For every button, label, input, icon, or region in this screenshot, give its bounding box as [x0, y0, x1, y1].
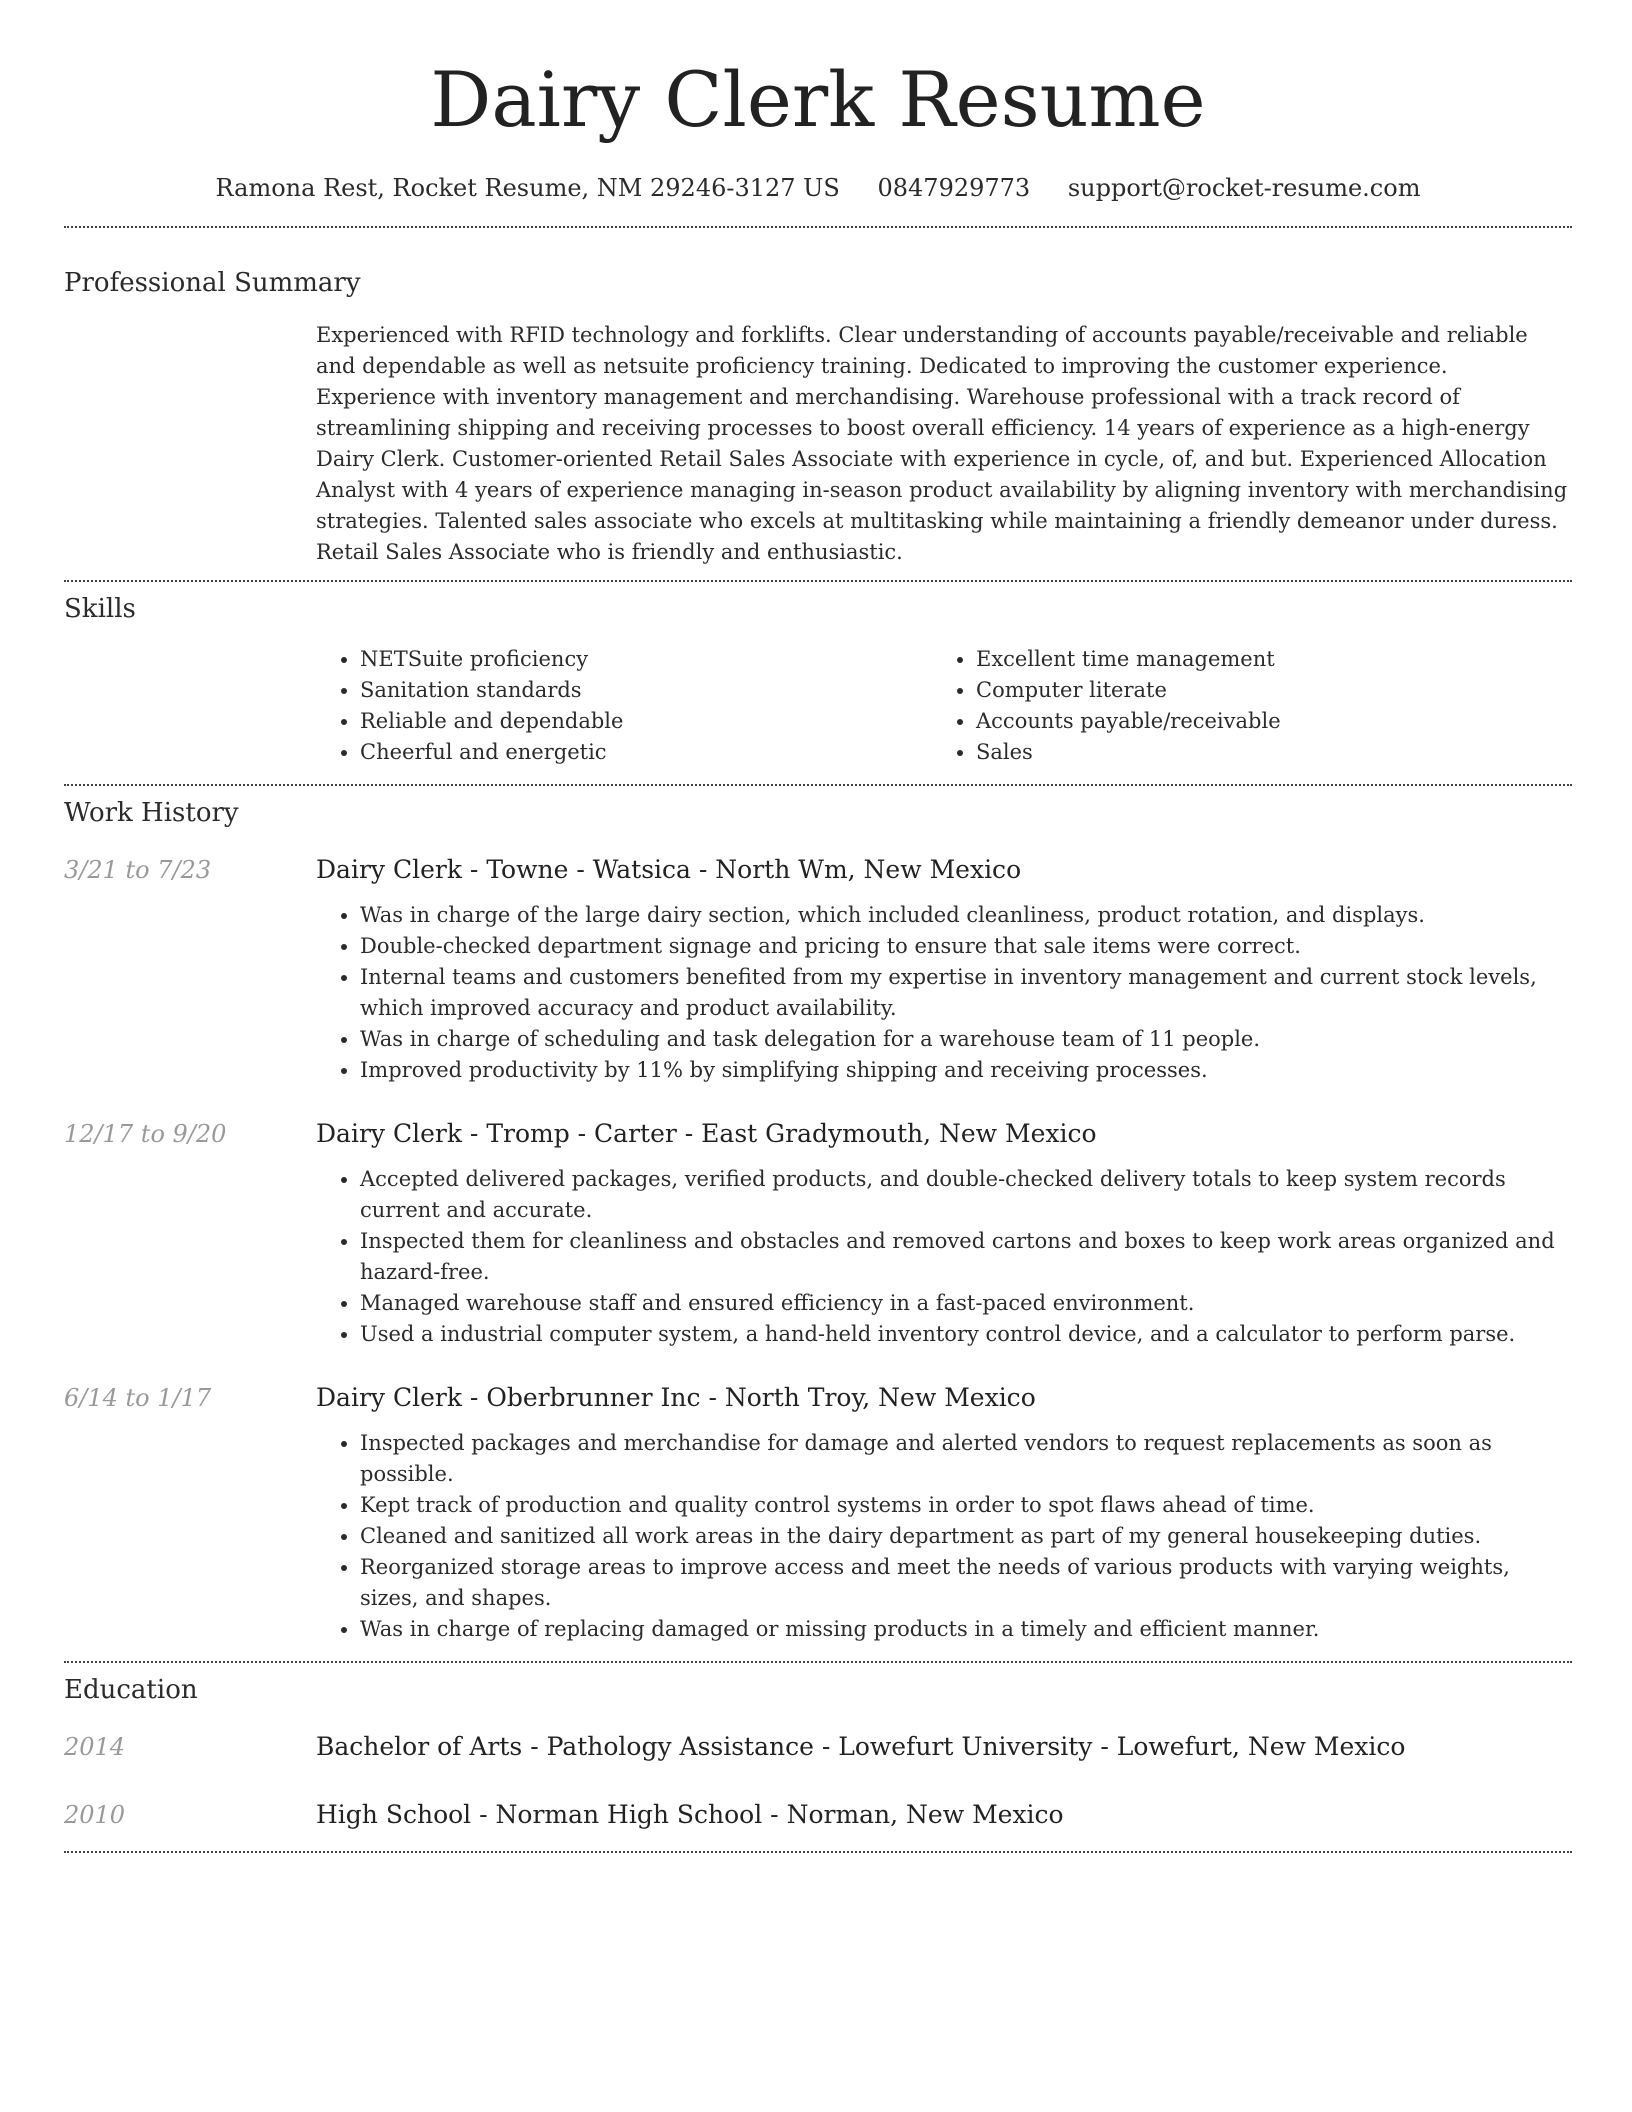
job-title: Dairy Clerk - Oberbrunner Inc - North Troy, New Mexico — [316, 1383, 1036, 1412]
education-date: 2014 — [64, 1733, 126, 1761]
job-title: Dairy Clerk - Tromp - Carter - East Gradymouth, New Mexico — [316, 1119, 1097, 1148]
job-bullets — [316, 1428, 1572, 1645]
job-bullets — [316, 1164, 1572, 1350]
resume-title: Dairy Clerk Resume — [430, 55, 1206, 144]
job-bullet: • Inspected packages and merchandise for damage and alerted vendors to request replacements as soon as possible. — [360, 1428, 1572, 1490]
job-bullet: • Kept track of production and quality control systems in order to spot flaws ahead of time. — [360, 1490, 1572, 1521]
skill-item: • Reliable and dependable — [360, 706, 932, 737]
job-bullet: • Accepted delivered packages, verified products, and double-checked delivery totals to keep system records current and accurate. — [360, 1164, 1572, 1226]
job-bullet: • Was in charge of scheduling and task delegation for a warehouse team of 11 people. — [360, 1024, 1572, 1055]
summary-text: Experienced with RFID technology and forklifts. Clear understanding of accounts payable/receivable and reliable and dependable as well as netsuite proficiency training. Dedicated to improving the customer experience. Experience with inventory management and merchandising. Warehouse professional with a track record of streamlining shipping and receiving processes to boost overall efficiency. 14 years of experience as a high-energy Dairy Clerk. Customer-oriented Retail Sales Associate with experience in cycle, of, and but. Experienced Allocation Analyst with 4 years of experience managing in-season product availability by aligning inventory with merchandising strategies. Talented sales associate who excels at multitasking while maintaining a friendly demeanor under duress. Retail Sales Associate who is friendly and enthusiastic. — [316, 323, 1568, 564]
education-entry — [64, 1799, 1572, 1831]
skill-item: • NETSuite proficiency — [360, 644, 932, 675]
job-entry — [64, 854, 1572, 1086]
skills-heading: Skills — [64, 594, 136, 624]
skills-section — [64, 582, 1572, 768]
skill-item: • Excellent time management — [976, 644, 1548, 675]
job-bullet: • Cleaned and sanitized all work areas in the dairy department as part of my general housekeeping duties. — [360, 1521, 1572, 1552]
summary-heading: Professional Summary — [64, 268, 361, 298]
skill-item: • Computer literate — [976, 675, 1548, 706]
job-date: 12/17 to 9/20 — [64, 1120, 227, 1148]
job-date: 3/21 to 7/23 — [64, 856, 212, 884]
job-bullet: • Was in charge of replacing damaged or missing products in a timely and efficient manner. — [360, 1614, 1572, 1645]
skills-list-left — [316, 644, 932, 768]
job-bullet: • Was in charge of the large dairy section, which included cleanliness, product rotation, and displays. — [360, 900, 1572, 931]
job-bullet: • Managed warehouse staff and ensured efficiency in a fast-paced environment. — [360, 1288, 1572, 1319]
skills-list-right — [932, 644, 1548, 768]
education-date: 2010 — [64, 1801, 126, 1829]
job-bullet: • Inspected them for cleanliness and obstacles and removed cartons and boxes to keep work areas organized and hazard-free. — [360, 1226, 1572, 1288]
resume-page — [64, 0, 1572, 1853]
work-section — [64, 786, 1572, 1645]
job-bullet: • Internal teams and customers benefited from my expertise in inventory management and current stock levels, which improved accuracy and product availability. — [360, 962, 1572, 1024]
job-bullet: • Used a industrial computer system, a hand-held inventory control device, and a calculator to perform parse. — [360, 1319, 1572, 1350]
job-bullet: • Improved productivity by 11% by simplifying shipping and receiving processes. — [360, 1055, 1572, 1086]
job-entry — [64, 1382, 1572, 1645]
contact-phone: 0847929773 — [877, 174, 1031, 202]
education-entry — [64, 1731, 1572, 1763]
divider — [64, 1851, 1572, 1853]
education-title: High School - Norman High School - Norman, New Mexico — [316, 1800, 1064, 1829]
summary-section — [64, 228, 1572, 568]
work-heading: Work History — [64, 798, 239, 828]
skill-item: • Sales — [976, 737, 1548, 768]
skill-item: • Sanitation standards — [360, 675, 932, 706]
job-entry — [64, 1118, 1572, 1350]
contact-email: support@rocket-resume.com — [1067, 174, 1421, 202]
job-date: 6/14 to 1/17 — [64, 1384, 212, 1412]
job-title: Dairy Clerk - Towne - Watsica - North Wm, New Mexico — [316, 855, 1022, 884]
job-bullet: • Double-checked department signage and pricing to ensure that sale items were correct. — [360, 931, 1572, 962]
job-bullet: • Reorganized storage areas to improve access and meet the needs of various products with varying weights, sizes, and shapes. — [360, 1552, 1572, 1614]
skill-item: • Accounts payable/receivable — [976, 706, 1548, 737]
contact-address: Ramona Rest, Rocket Resume, NM 29246-3127 US — [215, 174, 840, 202]
education-title: Bachelor of Arts - Pathology Assistance - Lowefurt University - Lowefurt, New Mexico — [316, 1732, 1406, 1761]
skill-item: • Cheerful and energetic — [360, 737, 932, 768]
contact-line — [64, 172, 1572, 204]
job-bullets — [316, 900, 1572, 1086]
education-heading: Education — [64, 1675, 198, 1705]
education-section — [64, 1663, 1572, 1831]
